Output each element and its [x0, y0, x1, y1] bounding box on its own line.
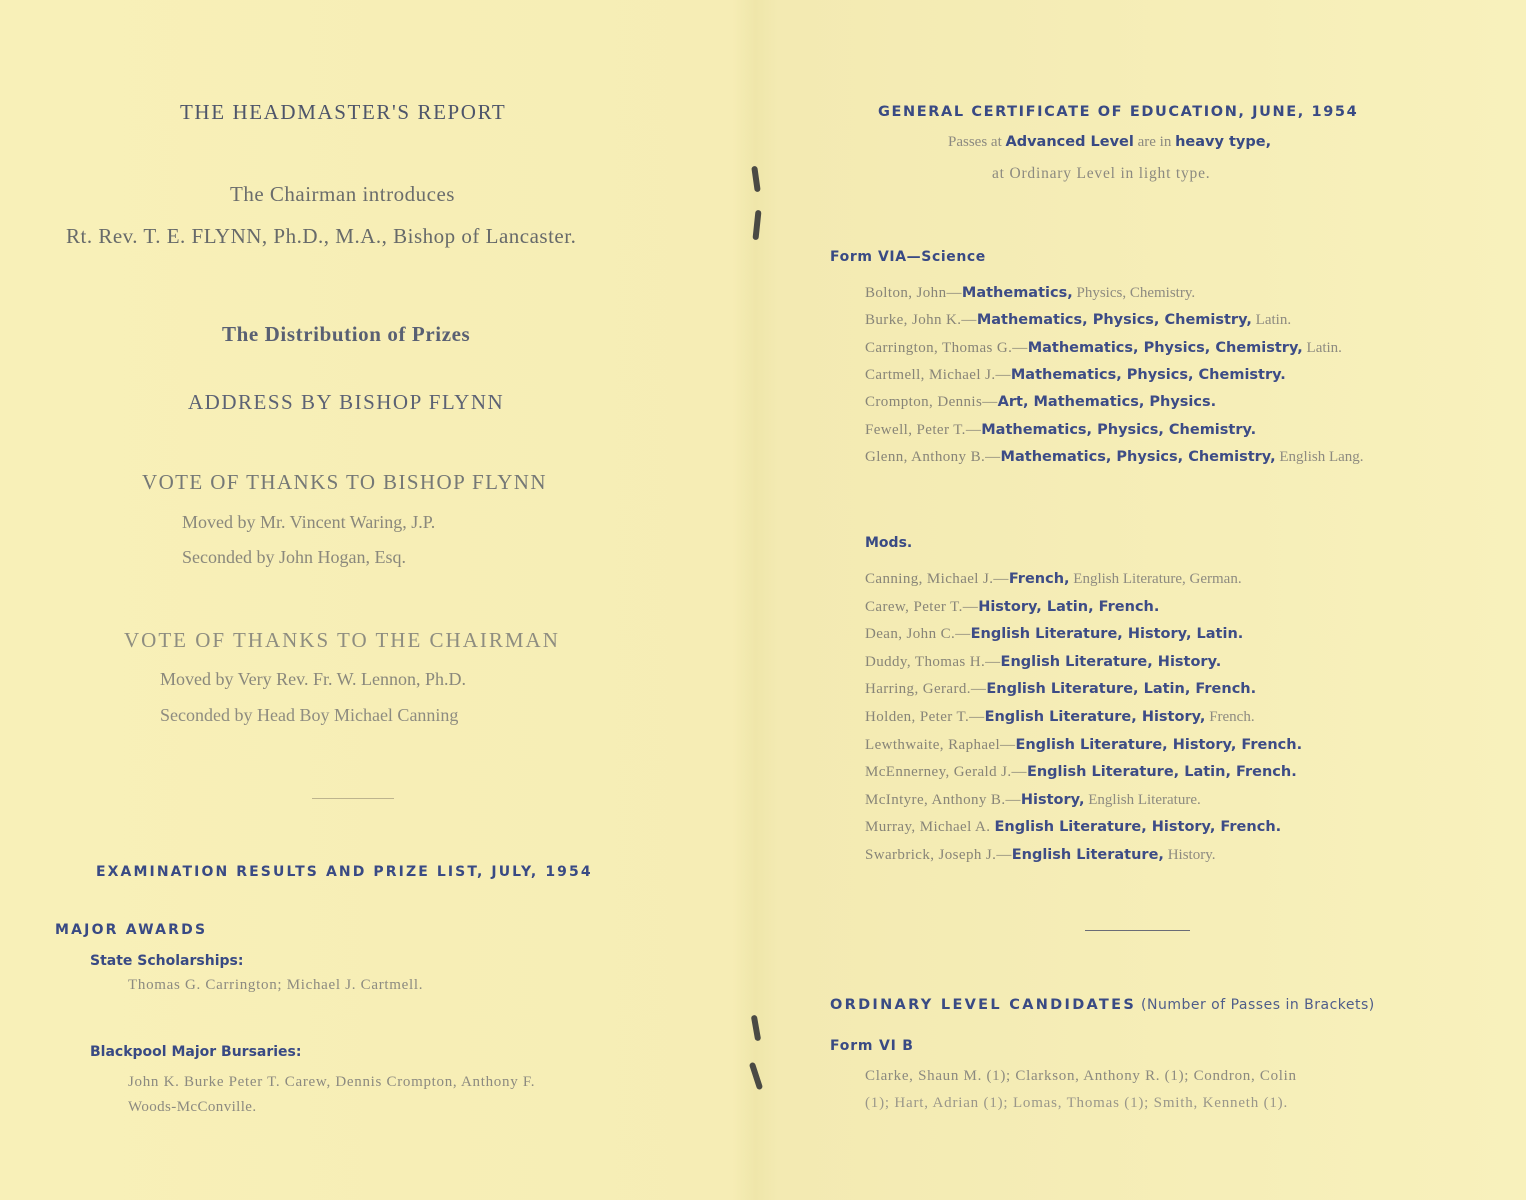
state-scholarships-heading: State Scholarships:: [90, 953, 244, 969]
form-vib-heading: Form VI B: [830, 1038, 914, 1054]
bursaries-heading: Blackpool Major Bursaries:: [90, 1044, 302, 1060]
ordinary-subjects: English Lang.: [1275, 448, 1364, 465]
student-name: Duddy, Thomas H.—: [865, 653, 1001, 670]
sub1-part-a: Passes at: [948, 134, 1006, 150]
result-row: [865, 737, 1302, 754]
student-name: Lewthwaite, Raphael—: [865, 736, 1016, 753]
result-row: [865, 394, 1216, 411]
ordinary-subjects: French.: [1205, 709, 1255, 725]
student-name: Burke, John K.—: [865, 312, 977, 329]
advanced-subjects: English Literature, History, French.: [1015, 736, 1303, 753]
vote-thanks-bishop: VOTE OF THANKS TO BISHOP FLYNN: [142, 470, 547, 494]
student-name: Cartmell, Michael J.—: [865, 366, 1011, 383]
vote-thanks-chairman: VOTE OF THANKS TO THE CHAIRMAN: [124, 628, 560, 652]
result-row: [865, 681, 1256, 698]
student-name: Holden, Peter T.—: [865, 709, 985, 725]
advanced-subjects: French,: [1008, 571, 1070, 587]
advanced-subjects: English Literature, Latin, French.: [1026, 764, 1297, 781]
advanced-subjects: Art, Mathematics, Physics.: [997, 394, 1217, 411]
bursary-names-line1: John K. Burke Peter T. Carew, Dennis Crompton, Anthony F.: [128, 1074, 536, 1090]
advanced-subjects: Mathematics, Physics, Chemistry.: [1010, 366, 1286, 383]
advanced-subjects: Mathematics,: [961, 285, 1073, 301]
result-row: [865, 367, 1286, 384]
student-name: Swarbrick, Joseph J.—: [865, 847, 1012, 863]
student-name: Bolton, John—: [865, 285, 962, 301]
result-row: [865, 599, 1159, 616]
student-name: Canning, Michael J.—: [865, 571, 1009, 587]
result-row: [865, 654, 1221, 671]
sub1-part-d: heavy type,: [1175, 134, 1272, 150]
right-page: [760, 0, 1526, 1200]
vote-chairman-seconded: Seconded by Head Boy Michael Canning: [160, 705, 459, 725]
student-name: Crompton, Dennis—: [865, 394, 998, 411]
state-scholarship-names: Thomas G. Carrington; Michael J. Cartmell.: [128, 977, 424, 993]
form-via-science-heading: Form VIA—Science: [830, 249, 986, 265]
gce-title: GENERAL CERTIFICATE OF EDUCATION, JUNE, 1954: [878, 104, 1359, 120]
result-row: [865, 792, 1201, 809]
result-row: [865, 340, 1342, 357]
result-row: [865, 764, 1297, 781]
result-row: [865, 422, 1256, 439]
student-name: McIntyre, Anthony B.—: [865, 791, 1021, 808]
mods-heading: Mods.: [865, 535, 913, 551]
advanced-subjects: English Literature, History, French.: [994, 819, 1282, 836]
sub1-part-c: are in: [1133, 134, 1176, 150]
result-row: [865, 449, 1364, 466]
result-row: [865, 285, 1195, 302]
bishop-intro: Rt. Rev. T. E. FLYNN, Ph.D., M.A., Bishop of Lancaster.: [66, 224, 577, 248]
advanced-subjects: English Literature, History,: [984, 709, 1206, 725]
advanced-subjects: English Literature, History.: [1000, 653, 1222, 670]
advanced-subjects: Mathematics, Physics, Chemistry,: [1000, 448, 1276, 465]
exam-results-heading: EXAMINATION RESULTS AND PRIZE LIST, JULY, 1954: [96, 864, 593, 880]
student-name: Murray, Michael A.: [865, 819, 995, 836]
bursary-names-line2: Woods-McConville.: [128, 1099, 257, 1115]
ordinary-subjects: English Literature.: [1084, 791, 1201, 808]
student-name: Harring, Gerard.—: [865, 681, 987, 698]
result-row: [865, 847, 1215, 864]
student-name: McEnnerney, Gerald J.—: [865, 764, 1027, 781]
address-heading: ADDRESS BY BISHOP FLYNN: [188, 390, 505, 414]
vote-bishop-moved: Moved by Mr. Vincent Waring, J.P.: [182, 512, 436, 532]
result-row: [865, 571, 1242, 588]
advanced-subjects: Mathematics, Physics, Chemistry,: [1027, 339, 1303, 356]
vote-bishop-seconded: Seconded by John Hogan, Esq.: [182, 547, 406, 567]
advanced-subjects: History,: [1020, 791, 1085, 808]
student-name: Dean, John C.—: [865, 626, 971, 643]
advanced-subjects: English Literature, Latin, French.: [986, 681, 1257, 698]
ordinary-subjects: English Literature, German.: [1069, 571, 1242, 587]
student-name: Glenn, Anthony B.—: [865, 448, 1001, 465]
result-row: [865, 709, 1255, 726]
advanced-subjects: English Literature, History, Latin.: [970, 626, 1244, 643]
chairman-intro: The Chairman introduces: [230, 182, 455, 206]
sub1-part-b: Advanced Level: [1005, 134, 1134, 150]
ordinary-heading-main: ORDINARY LEVEL CANDIDATES: [830, 997, 1137, 1013]
ordinary-level-heading: [830, 997, 1375, 1014]
student-name: Carew, Peter T.—: [865, 598, 979, 615]
left-page: [0, 0, 755, 1200]
gce-subtitle-2: at Ordinary Level in light type.: [992, 165, 1211, 182]
advanced-subjects: English Literature,: [1011, 847, 1164, 863]
headmaster-report-title: THE HEADMASTER'S REPORT: [180, 100, 507, 124]
ordinary-subjects: Latin.: [1251, 312, 1292, 329]
advanced-subjects: Mathematics, Physics, Chemistry,: [976, 312, 1252, 329]
vib-names-line2: (1); Hart, Adrian (1); Lomas, Thomas (1); Smith, Kenneth (1).: [865, 1095, 1289, 1111]
advanced-subjects: Mathematics, Physics, Chemistry.: [981, 421, 1257, 438]
vib-names-line1: Clarke, Shaun M. (1); Clarkson, Anthony R. (1); Condron, Colin: [865, 1068, 1297, 1084]
prizes-heading: The Distribution of Prizes: [222, 322, 471, 346]
ordinary-subjects: Latin.: [1302, 339, 1342, 356]
advanced-subjects: History, Latin, French.: [978, 598, 1160, 615]
result-row: [865, 626, 1243, 643]
ordinary-subjects: Physics, Chemistry.: [1072, 285, 1196, 301]
divider-right: [1085, 930, 1190, 931]
ordinary-heading-note: (Number of Passes in Brackets): [1136, 997, 1375, 1013]
vote-chairman-moved: Moved by Very Rev. Fr. W. Lennon, Ph.D.: [160, 669, 466, 689]
major-awards-heading: MAJOR AWARDS: [55, 922, 208, 938]
result-row: [865, 819, 1281, 836]
ordinary-subjects: History.: [1163, 847, 1216, 863]
student-name: Carrington, Thomas G.—: [865, 339, 1028, 356]
divider: [312, 798, 394, 799]
result-row: [865, 312, 1291, 329]
gce-subtitle-1: [948, 134, 1271, 151]
student-name: Fewell, Peter T.—: [865, 421, 982, 438]
